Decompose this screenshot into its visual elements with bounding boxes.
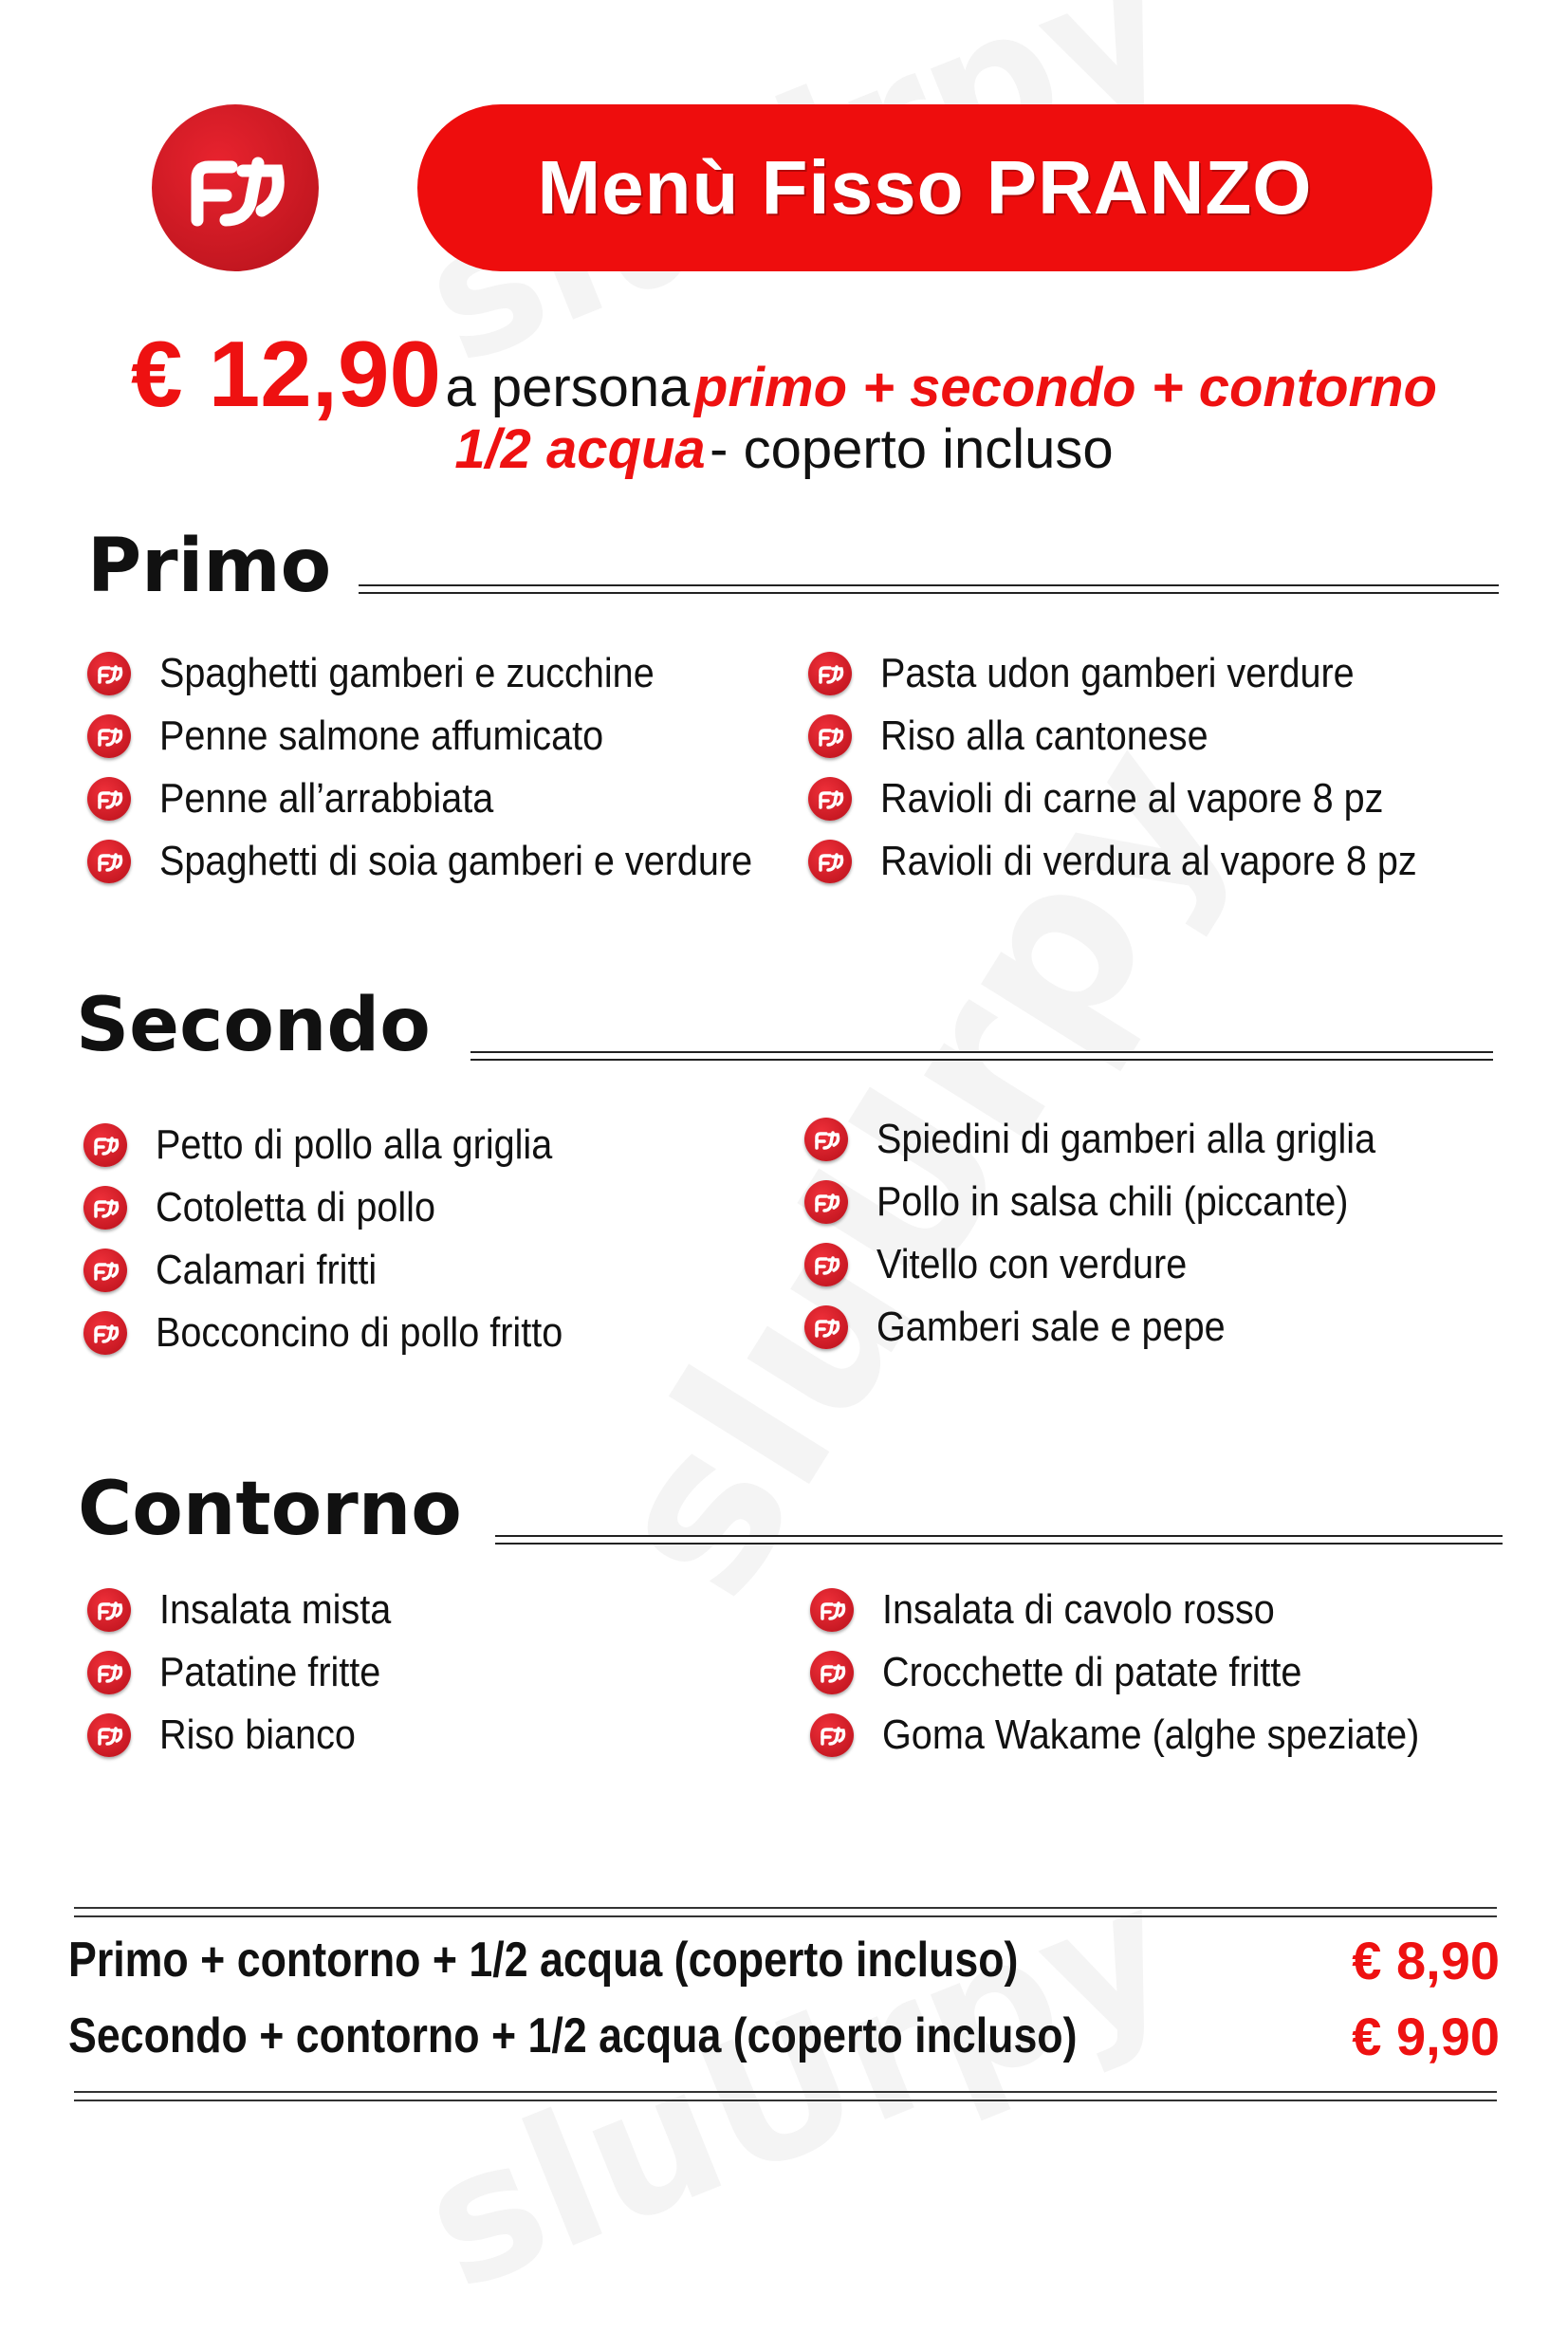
menu-item: [804, 1171, 1431, 1233]
menu-item: [83, 1114, 608, 1176]
menu-item-label: Spaghetti gamberi e zucchine: [159, 650, 655, 696]
combo-price: € 8,90: [1352, 1931, 1500, 1990]
primo-right-list: [808, 642, 1477, 893]
bullet-logo-icon: [83, 1186, 127, 1230]
menu-item-label: Riso alla cantonese: [880, 712, 1208, 759]
bullet-logo-icon: [808, 840, 852, 883]
menu-item: [804, 1108, 1431, 1171]
bullet-logo-icon: [810, 1651, 854, 1694]
menu-item-label: Gamberi sale e pepe: [876, 1304, 1226, 1350]
bullet-logo-icon: [87, 840, 131, 883]
combo-top-rule: [74, 1907, 1497, 1917]
bullet-logo-icon: [87, 1713, 131, 1757]
menu-item: [87, 1641, 416, 1704]
cover-text: - coperto incluso: [710, 418, 1114, 480]
contorno-right-list: [810, 1579, 1479, 1767]
menu-item: [83, 1239, 608, 1302]
bullet-logo-icon: [804, 1118, 848, 1161]
bullet-logo-icon: [810, 1713, 854, 1757]
menu-item-label: Riso bianco: [159, 1711, 356, 1758]
included-courses: primo + secondo + contorno: [693, 357, 1437, 418]
bullet-logo-icon: [87, 652, 131, 695]
bullet-logo-icon: [87, 1651, 131, 1694]
bullet-logo-icon: [808, 714, 852, 758]
menu-item-label: Petto di pollo alla griglia: [156, 1121, 553, 1168]
bullet-logo-icon: [83, 1123, 127, 1167]
combo-label: Secondo + contorno + 1/2 acqua (coperto incluso): [68, 2008, 1078, 2063]
combo-price: € 9,90: [1352, 2007, 1500, 2066]
water-text: 1/2 acqua: [454, 418, 706, 480]
menu-item-label: Spaghetti di soia gamberi e verdure: [159, 838, 753, 884]
bullet-logo-icon: [804, 1243, 848, 1286]
menu-item-label: Bocconcino di pollo fritto: [156, 1309, 563, 1356]
menu-item: [804, 1296, 1431, 1359]
menu-item-label: Pasta udon gamberi verdure: [880, 650, 1355, 696]
section-title-secondo: Secondo: [76, 983, 431, 1068]
menu-item: [810, 1704, 1479, 1767]
menu-item: [808, 768, 1477, 830]
bullet-logo-icon: [87, 777, 131, 821]
secondo-right-list: [804, 1108, 1431, 1359]
menu-item: [83, 1302, 608, 1364]
per-person-text: a persona: [445, 357, 691, 418]
menu-item-label: Spiedini di gamberi alla griglia: [876, 1116, 1376, 1162]
menu-title-banner: [417, 104, 1432, 271]
combo-bottom-rule: [74, 2091, 1497, 2101]
menu-item: [810, 1579, 1479, 1641]
price-line: [0, 321, 1568, 428]
menu-item-label: Insalata di cavolo rosso: [882, 1586, 1275, 1633]
menu-item-label: Cotoletta di pollo: [156, 1184, 435, 1230]
bullet-logo-icon: [810, 1588, 854, 1632]
bullet-logo-icon: [808, 777, 852, 821]
menu-item-label: Pollo in salsa chili (piccante): [876, 1178, 1349, 1225]
menu-item: [804, 1233, 1431, 1296]
secondo-left-list: [83, 1114, 608, 1364]
menu-item: [87, 1579, 416, 1641]
contorno-left-list: [87, 1579, 416, 1767]
menu-item-label: Insalata mista: [159, 1586, 392, 1633]
menu-item-label: Goma Wakame (alghe speziate): [882, 1711, 1420, 1758]
menu-item: [87, 830, 819, 893]
menu-item: [87, 705, 819, 768]
restaurant-logo-icon: [152, 104, 319, 271]
section-rule: [359, 584, 1499, 594]
offer-subline: [0, 417, 1568, 481]
primo-left-list: [87, 642, 819, 893]
menu-item: [87, 1704, 416, 1767]
section-title-contorno: Contorno: [78, 1467, 462, 1552]
menu-item: [87, 642, 819, 705]
bullet-logo-icon: [87, 1588, 131, 1632]
watermark: [397, 1844, 1198, 2331]
bullet-logo-icon: [804, 1180, 848, 1224]
menu-item: [808, 642, 1477, 705]
menu-item-label: Crocchette di patate fritte: [882, 1649, 1302, 1695]
menu-item: [808, 705, 1477, 768]
menu-item: [87, 768, 819, 830]
menu-item: [810, 1641, 1479, 1704]
menu-item-label: Penne salmone affumicato: [159, 712, 604, 759]
bullet-logo-icon: [83, 1311, 127, 1355]
menu-item-label: Ravioli di carne al vapore 8 pz: [880, 775, 1384, 822]
bullet-logo-icon: [83, 1249, 127, 1292]
bullet-logo-icon: [804, 1305, 848, 1349]
offer-price: € 12,90: [131, 322, 441, 426]
menu-item-label: Calamari fritti: [156, 1247, 378, 1293]
menu-title: Menù Fisso PRANZO: [537, 145, 1313, 230]
bullet-logo-icon: [87, 714, 131, 758]
menu-item-label: Penne all’arrabbiata: [159, 775, 494, 822]
section-rule: [470, 1051, 1493, 1061]
section-title-primo: Primo: [87, 524, 332, 609]
menu-item: [808, 830, 1477, 893]
menu-item: [83, 1176, 608, 1239]
menu-item-label: Patatine fritte: [159, 1649, 381, 1695]
section-rule: [495, 1535, 1503, 1545]
menu-item-label: Vitello con verdure: [876, 1241, 1188, 1287]
bullet-logo-icon: [808, 652, 852, 695]
menu-item-label: Ravioli di verdura al vapore 8 pz: [880, 838, 1417, 884]
combo-label: Primo + contorno + 1/2 acqua (coperto incluso): [68, 1933, 1019, 1988]
